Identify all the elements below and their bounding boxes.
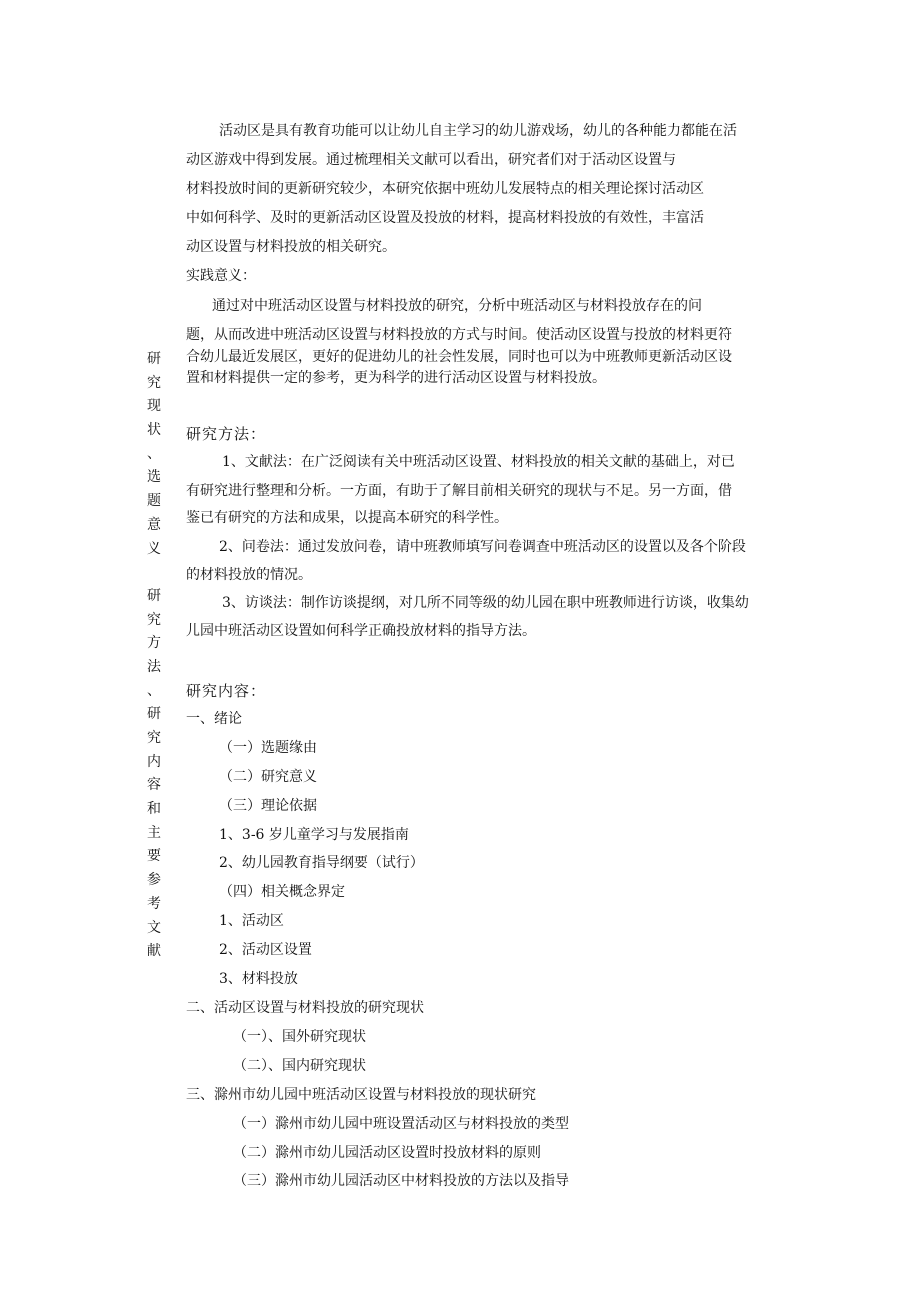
outline-item: （一）、国外研究现状	[233, 1029, 366, 1045]
sidebar-char: 文	[147, 919, 161, 936]
methods-line-2: 有研究进行整理和分析。一方面，有助于了解目前相关研究的现状与不足。另一方面，借	[186, 483, 732, 499]
sidebar-char: 究	[147, 730, 161, 746]
methods-heading: 研究方法：	[186, 425, 267, 443]
outline-item: 2、幼儿园教育指导纲要（试行）	[219, 855, 424, 871]
intro-line-4: 中如何科学、及时的更新活动区设置及投放的材料，提高材料投放的有效性，丰富活	[186, 210, 704, 226]
methods-line-7: 儿园中班活动区设置如何科学正确投放材料的指导方法。	[186, 623, 536, 639]
outline-item: （二）研究意义	[219, 769, 317, 785]
outline-item: 3、材料投放	[219, 971, 298, 987]
sidebar-char: 状	[147, 422, 161, 439]
sidebar-char: 、	[147, 445, 161, 462]
sidebar-vertical-label	[142, 348, 166, 964]
outline-item: （一）滁州市幼儿园中班设置活动区与材料投放的类型	[233, 1116, 569, 1132]
sidebar-char: 意	[147, 516, 161, 533]
sidebar-char: 献	[147, 943, 161, 960]
outline-item: 1、3-6 岁儿童学习与发展指南	[219, 827, 409, 843]
intro-line-2: 动区游戏中得到发展。通过梳理相关文献可以看出，研究者们对于活动区设置与	[186, 152, 676, 168]
outline-item: （三）滁州市幼儿园活动区中材料投放的方法以及指导	[233, 1173, 569, 1189]
intro-line-3: 材料投放时间的更新研究较少，本研究依据中班幼儿发展特点的相关理论探讨活动区	[186, 181, 704, 197]
outline-item: （四）相关概念界定	[219, 884, 345, 900]
sidebar-char: 究	[147, 611, 161, 628]
contents-heading: 研究内容：	[186, 682, 267, 700]
sidebar-char: 考	[147, 895, 161, 912]
sidebar-char: 容	[147, 777, 161, 794]
sidebar-char: 研	[147, 351, 161, 367]
sidebar-char: 、	[147, 682, 161, 699]
sidebar-char: 法	[147, 658, 161, 675]
sidebar-char: 主	[147, 824, 161, 841]
sidebar-char: 参	[147, 872, 161, 889]
sidebar-char: 研	[147, 706, 161, 723]
outline-item: （二）、国内研究现状	[233, 1058, 366, 1074]
sidebar-char: 和	[147, 801, 161, 818]
sidebar-char: 题	[147, 493, 161, 510]
outline-item: （一）选题缘由	[219, 740, 317, 756]
outline-item: （二）滁州市幼儿园活动区设置时投放材料的原则	[233, 1145, 541, 1161]
outline-item: （三）理论依据	[219, 798, 317, 814]
practical-line-4: 置和材料提供一定的参考，更为科学的进行活动区设置与材料投放。	[186, 370, 606, 386]
sidebar-char: 现	[147, 398, 161, 415]
methods-line-6: 3、访谈法：制作访谈提纲，对几所不同等级的幼儿园在职中班教师进行访谈，收集幼	[222, 595, 749, 611]
methods-line-4: 2、问卷法：通过发放问卷，请中班教师填写问卷调查中班活动区的设置以及各个阶段	[219, 539, 746, 555]
intro-line-5: 动区设置与材料投放的相关研究。	[186, 239, 396, 255]
practical-line-1: 通过对中班活动区设置与材料投放的研究，分析中班活动区与材料投放存在的问	[212, 298, 702, 314]
sidebar-char: 内	[147, 753, 161, 770]
sidebar-char: 选	[147, 469, 161, 486]
outline-item: 1、活动区	[219, 913, 284, 929]
practical-line-2: 题，从而改进中班活动区设置与材料投放的方式与时间。使活动区设置与投放的材料更符	[186, 327, 732, 343]
outline-item: 一、绪论	[186, 711, 242, 727]
sidebar-char: 要	[147, 848, 161, 865]
sidebar-char: 方	[147, 635, 161, 652]
methods-line-5: 的材料投放的情况。	[186, 567, 312, 583]
outline-item: 三、滁州市幼儿园中班活动区设置与材料投放的现状研究	[186, 1087, 536, 1103]
intro-line-1: 活动区是具有教育功能可以让幼儿自主学习的幼儿游戏场，幼儿的各种能力都能在活	[219, 123, 737, 139]
sidebar-char: 研	[147, 587, 161, 604]
practical-heading: 实践意义：	[186, 268, 256, 284]
outline-item: 二、活动区设置与材料投放的研究现状	[186, 1000, 424, 1016]
sidebar-char: 义	[147, 540, 161, 557]
methods-line-1: 1、文献法：在广泛阅读有关中班活动区设置、材料投放的相关文献的基础上，对已	[222, 454, 735, 470]
practical-line-3: 合幼儿最近发展区，更好的促进幼儿的社会性发展，同时也可以为中班教师更新活动区设	[186, 349, 732, 365]
methods-line-3: 鉴已有研究的方法和成果，以提高本研究的科学性。	[186, 510, 508, 526]
sidebar-char: 究	[147, 374, 161, 391]
outline-item: 2、活动区设置	[219, 942, 312, 958]
